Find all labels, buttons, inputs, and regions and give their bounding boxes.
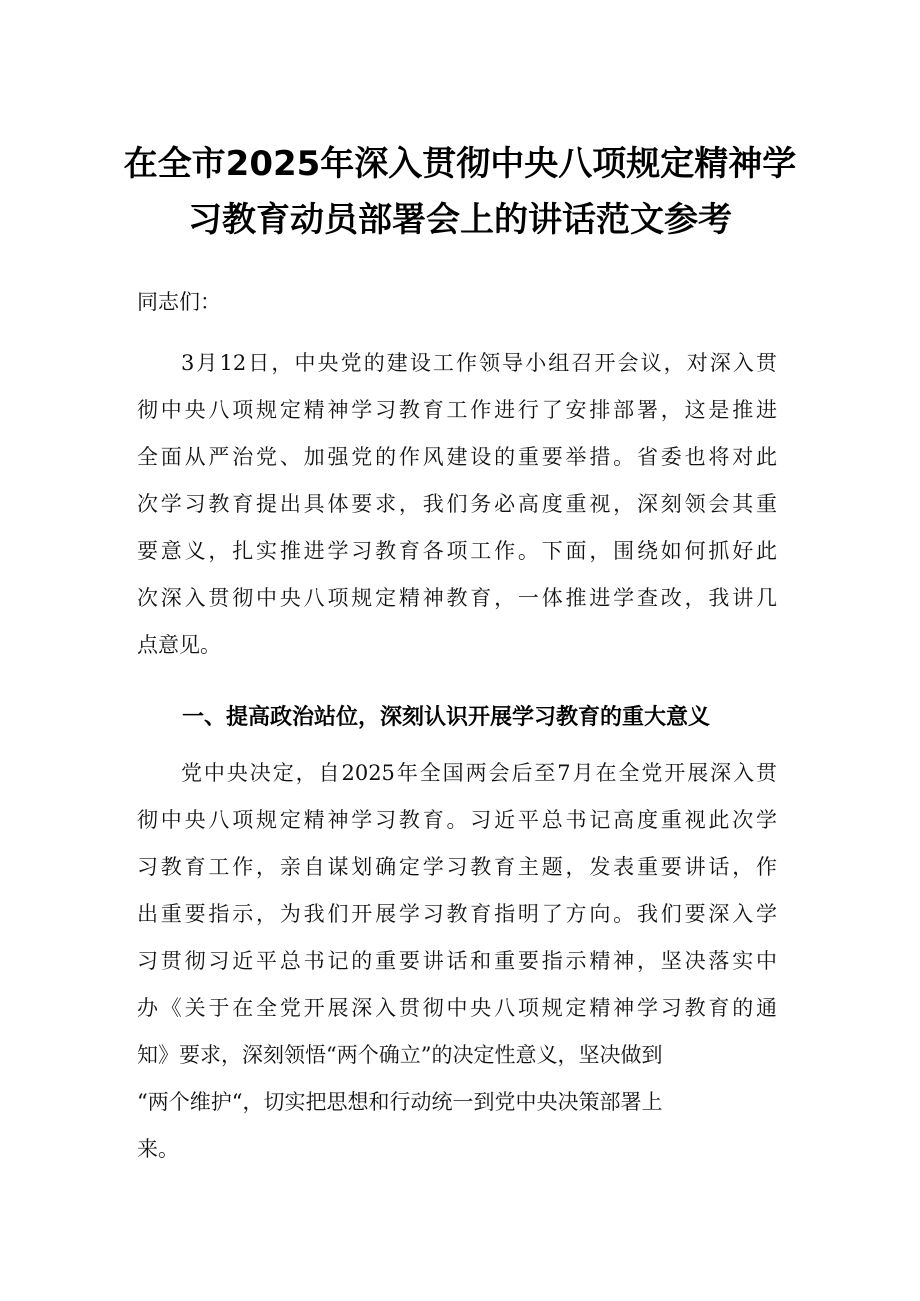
text-line: 全面从严治党、加强党的作风建设的重要举措。省委也将对此 bbox=[137, 445, 777, 469]
text-line: 办《关于在全党开展深入贯彻中央八项规定精神学习教育的通 bbox=[137, 996, 777, 1020]
paragraph-2 bbox=[137, 750, 777, 1173]
text-line: 来。 bbox=[137, 1137, 179, 1161]
text-line: 知》要求，深刻领悟“两个确立”的决定性意义，坚决做到 bbox=[137, 1043, 663, 1067]
text-line: 次深入贯彻中央八项规定精神教育，一体推进学查改，我讲几 bbox=[137, 586, 777, 610]
text-line: 出重要指示，为我们开展学习教育指明了方向。我们要深入学 bbox=[137, 902, 777, 926]
text-line: 要意义，扎实推进学习教育各项工作。下面，围绕如何抓好此 bbox=[137, 539, 777, 563]
text-line: 彻中央八项规定精神学习教育工作进行了安排部署，这是推进 bbox=[137, 398, 777, 422]
text-line: 3月12日，中央党的建设工作领导小组召开会议，对深入贯 bbox=[181, 351, 777, 375]
text-line: 彻中央八项规定精神学习教育。习近平总书记高度重视此次学 bbox=[137, 808, 777, 832]
text-line: 习贯彻习近平总书记的重要讲话和重要指示精神，坚决落实中 bbox=[137, 949, 777, 973]
paragraph-1 bbox=[137, 340, 777, 669]
section-heading: 一、提高政治站位，深刻认识开展学习教育的重大意义 bbox=[182, 705, 711, 730]
text-line: 习教育工作，亲自谋划确定学习教育主题，发表重要讲话，作 bbox=[137, 855, 777, 879]
salutation: 同志们： bbox=[137, 290, 221, 314]
text-line: “两个维护“，切实把思想和行动统一到党中央决策部署上 bbox=[137, 1090, 663, 1114]
text-line: 党中央决定，自2025年全国两会后至7月在全党开展深入贯 bbox=[181, 761, 777, 785]
document-title-line-1: 在全市2025年深入贯彻中央八项规定精神学 bbox=[123, 144, 797, 184]
text-line: 点意见。 bbox=[137, 633, 221, 657]
text-line: 次学习教育提出具体要求，我们务必高度重视，深刻领会其重 bbox=[137, 492, 777, 516]
document-title-line-2: 习教育动员部署会上的讲话范文参考 bbox=[188, 200, 732, 240]
